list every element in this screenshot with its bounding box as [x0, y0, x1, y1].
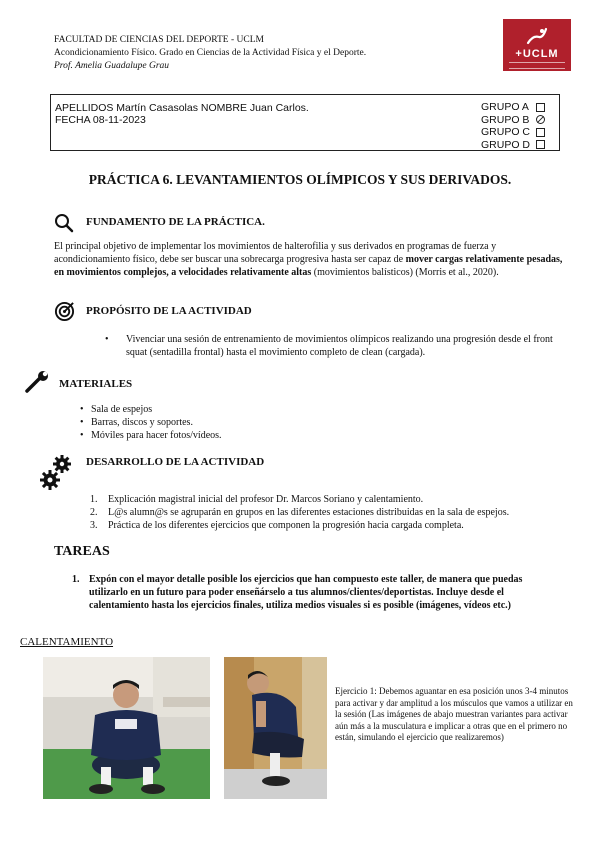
group-option-b[interactable] [481, 114, 545, 127]
group-option-c[interactable] [481, 126, 545, 139]
fundamento-citation: (movimientos balísticos) (Morris et al., 2020). [311, 267, 499, 278]
student-names: APELLIDOS Martín Casasolas NOMBRE Juan Carlos. [55, 102, 309, 114]
calentamiento-heading: CALENTAMIENTO [20, 636, 114, 648]
magnifier-icon [54, 213, 74, 233]
logo-text: +UCLM [515, 48, 559, 60]
list-item-text: Explicación magistral inicial del profesor Dr. Marcos Soriano y calentamiento. [108, 494, 424, 505]
logo-subtext-lines [509, 62, 565, 69]
group-label: GRUPO C [481, 126, 531, 138]
group-checkbox[interactable] [536, 103, 545, 112]
fundamento-bold-text: mover cargas relativamente pesadas, en movimientos complejos, a velocidades relativamente altas [54, 254, 563, 278]
list-item [80, 416, 222, 429]
task-1 [72, 573, 562, 612]
bullet-icon: • [105, 334, 109, 345]
wrench-icon [24, 370, 50, 394]
fundamento-heading: FUNDAMENTO DE LA PRÁCTICA. [86, 216, 265, 228]
list-item [90, 519, 570, 532]
list-item [80, 429, 222, 442]
desarrollo-heading: DESARROLLO DE LA ACTIVIDAD [86, 456, 265, 468]
list-item-text: Sala de espejos [91, 404, 153, 415]
uclm-logo [503, 19, 571, 71]
proposito-heading: PROPÓSITO DE LA ACTIVIDAD [86, 305, 252, 317]
exercise-1-caption: Ejercicio 1: Debemos aguantar en esa posición unos 3-4 minutos para activar y dar amplitud a los músculos que vamos a utilizar en la sesión (Las imágenes de abajo muestran variantes para activar aún más a la musculatura e implicar a otras que en el primero no están, simulando el ejercicio que realizaremos) [335, 686, 573, 742]
group-label: GRUPO A [481, 101, 529, 113]
desarrollo-list [90, 493, 570, 532]
gears-icon [40, 454, 74, 490]
task-number: 1. [72, 574, 80, 585]
tareas-heading: TAREAS [54, 544, 110, 559]
list-item-text: Barras, discos y soportes. [91, 417, 193, 428]
list-item-text: Práctica de los diferentes ejercicios que componen la progresión hacia cargada completa. [108, 520, 464, 531]
proposito-list [105, 333, 567, 359]
bullet-icon: • [80, 404, 84, 415]
group-label: GRUPO D [481, 138, 531, 151]
group-checkbox[interactable] [536, 128, 545, 137]
professor-line: Prof. Amelia Guadalupe Grau [54, 61, 170, 71]
group-selector [481, 101, 545, 151]
list-number: 1. [90, 494, 98, 505]
list-item [80, 403, 222, 416]
group-label: GRUPO B [481, 113, 530, 126]
list-number: 3. [90, 520, 98, 531]
proposito-bullet-text: Vivenciar una sesión de entrenamiento de movimientos olímpicos realizando una progresión desde el front squat (sentadilla frontal) hasta el movimiento completo de clean (cargada). [126, 334, 553, 358]
fundamento-text: El principal objetivo de implementar los movimientos de halterofilia y sus derivados en programas de fuerza y acondicionamiento físico, debe ser buscar una sobrecarga progresiva hasta ser capaz de [54, 241, 497, 265]
list-item-text: L@s alumn@s se agruparán en grupos en las diferentes estaciones distribuidas en la sala de espejos. [108, 507, 510, 518]
course-line: Acondicionamiento Físico. Grado en Ciencias de la Actividad Física y el Deporte. [54, 48, 367, 58]
list-item [90, 506, 570, 519]
squat-photo-front [43, 657, 210, 799]
faculty-line: FACULTAD DE CIENCIAS DEL DEPORTE - UCLM [54, 35, 264, 45]
squat-photo-side [224, 657, 327, 799]
list-number: 2. [90, 507, 98, 518]
group-option-d[interactable] [481, 139, 545, 152]
student-info-box [50, 94, 560, 151]
group-checkbox-selected[interactable] [536, 115, 545, 124]
materiales-list [80, 403, 222, 442]
student-date: FECHA 08-11-2023 [55, 114, 146, 126]
bullet-icon: • [80, 417, 84, 428]
list-item [90, 493, 570, 506]
fundamento-paragraph [54, 240, 564, 279]
list-item-text: Móviles para hacer fotos/vídeos. [91, 430, 222, 441]
group-option-a[interactable] [481, 101, 545, 114]
task-text: Expón con el mayor detalle posible los ejercicios que han compuesto este taller, de manera que puedas utilizarlo en un futuro para poder enseñárselo a tus alumnos/clientes/deportistas. Incluye desde el calentamiento hasta los ejercicios finales, utiliza medios visuales si es posible (imágenes, vídeos etc.) [89, 574, 523, 611]
page-title: PRÁCTICA 6. LEVANTAMIENTOS OLÍMPICOS Y SUS DERIVADOS. [88, 172, 512, 187]
document-header [54, 34, 366, 73]
materiales-heading: MATERIALES [59, 378, 133, 390]
bullet-icon: • [80, 430, 84, 441]
target-icon [54, 301, 75, 322]
athlete-logo-icon [525, 25, 549, 47]
group-checkbox[interactable] [536, 140, 545, 149]
